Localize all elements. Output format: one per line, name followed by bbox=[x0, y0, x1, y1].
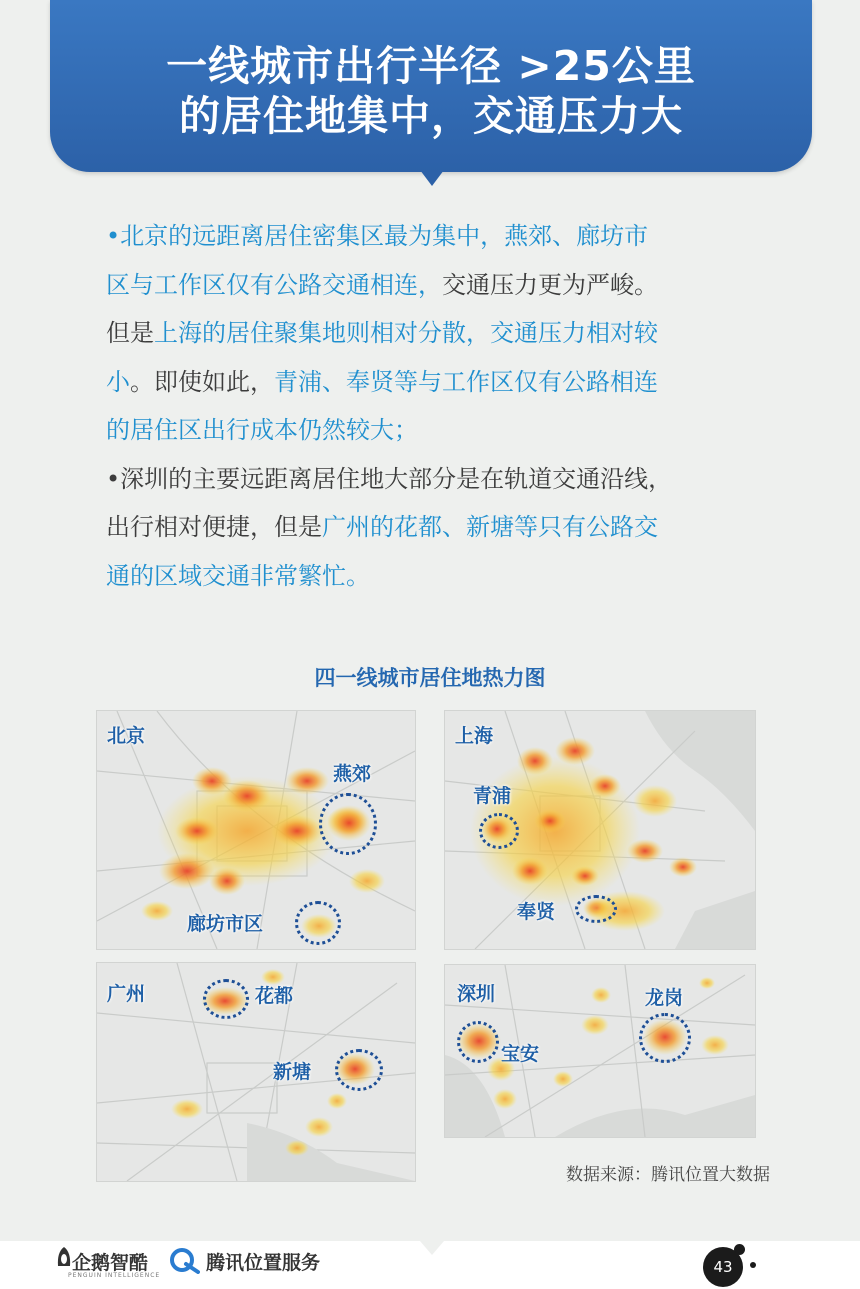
highlight-ring bbox=[319, 793, 377, 855]
highlight-ring bbox=[295, 901, 341, 945]
city-label-beijing: 北京 bbox=[107, 725, 146, 747]
city-label-shenzhen: 深圳 bbox=[457, 983, 496, 1005]
decorative-dot bbox=[750, 1262, 756, 1268]
highlight-ring bbox=[203, 979, 249, 1019]
text-run: •深圳的主要远距离居住地大部分是在轨道交通沿线， bbox=[106, 464, 673, 493]
area-label-yanjiao: 燕郊 bbox=[333, 763, 372, 785]
text-run: •北京的远距离居住密集区最为集中，燕郊、廊坊市 bbox=[106, 222, 649, 250]
highlight-ring bbox=[335, 1049, 383, 1091]
text-run: 青浦、奉贤等与工作区仅有公路相连 bbox=[274, 367, 658, 396]
highlight-ring bbox=[479, 813, 519, 849]
city-label-shanghai: 上海 bbox=[455, 725, 494, 747]
area-label-longgang: 龙岗 bbox=[645, 987, 684, 1009]
title-banner bbox=[50, 0, 812, 172]
text-run: 交通压力更为严峻。 bbox=[442, 270, 658, 299]
penguin-logo-icon bbox=[56, 1246, 72, 1268]
text-run: 但是 bbox=[106, 319, 154, 347]
text-run: 。即使如此， bbox=[130, 367, 274, 396]
page-title-line-1: 一线城市出行半径 >25公里 bbox=[166, 42, 696, 90]
highlight-ring bbox=[639, 1013, 691, 1063]
tencent-map-icon bbox=[168, 1248, 200, 1274]
figure-title: 四一线城市居住地热力图 bbox=[314, 666, 546, 690]
logo-penguin-intelligence: 企鹅智酷 bbox=[72, 1252, 149, 1274]
text-run: 的居住区出行成本仍然较大； bbox=[106, 416, 418, 444]
page-title-line-2: 的居住地集中，交通压力大 bbox=[179, 92, 683, 140]
body-paragraphs bbox=[106, 212, 766, 600]
text-run: 出行相对便捷，但是 bbox=[106, 513, 322, 541]
map-guangzhou bbox=[96, 962, 416, 1182]
city-label-guangzhou: 广州 bbox=[107, 983, 146, 1005]
footer-pointer bbox=[420, 1241, 444, 1255]
text-run: 上海的居住聚集地则相对分散，交通压力相对较 bbox=[154, 319, 658, 347]
area-label-baoan: 宝安 bbox=[501, 1043, 540, 1065]
map-shenzhen bbox=[444, 964, 756, 1138]
area-label-langfang: 廊坊市区 bbox=[187, 913, 264, 935]
area-label-qingpu: 青浦 bbox=[473, 785, 512, 807]
text-run: 小 bbox=[106, 367, 130, 396]
logo-tencent-location: 腾讯位置服务 bbox=[206, 1252, 321, 1274]
area-label-fengxian: 奉贤 bbox=[517, 901, 556, 923]
text-run: 区与工作区仅有公路交通相连， bbox=[106, 270, 442, 299]
logo-penguin-subtitle: PENGUIN INTELLIGENCE bbox=[68, 1272, 161, 1279]
map-beijing bbox=[96, 710, 416, 950]
text-run: 通的区域交通非常繁忙。 bbox=[106, 561, 370, 590]
page-number: 43 bbox=[703, 1247, 743, 1287]
text-run: 广州的花都、新塘等只有公路交 bbox=[322, 513, 658, 541]
data-source-note: 数据来源：腾讯位置大数据 bbox=[566, 1165, 770, 1185]
highlight-ring bbox=[575, 895, 617, 923]
banner-pointer bbox=[420, 170, 444, 186]
map-shanghai bbox=[444, 710, 756, 950]
highlight-ring bbox=[457, 1021, 499, 1063]
area-label-huadu: 花都 bbox=[255, 985, 294, 1007]
area-label-xintang: 新塘 bbox=[273, 1061, 312, 1083]
